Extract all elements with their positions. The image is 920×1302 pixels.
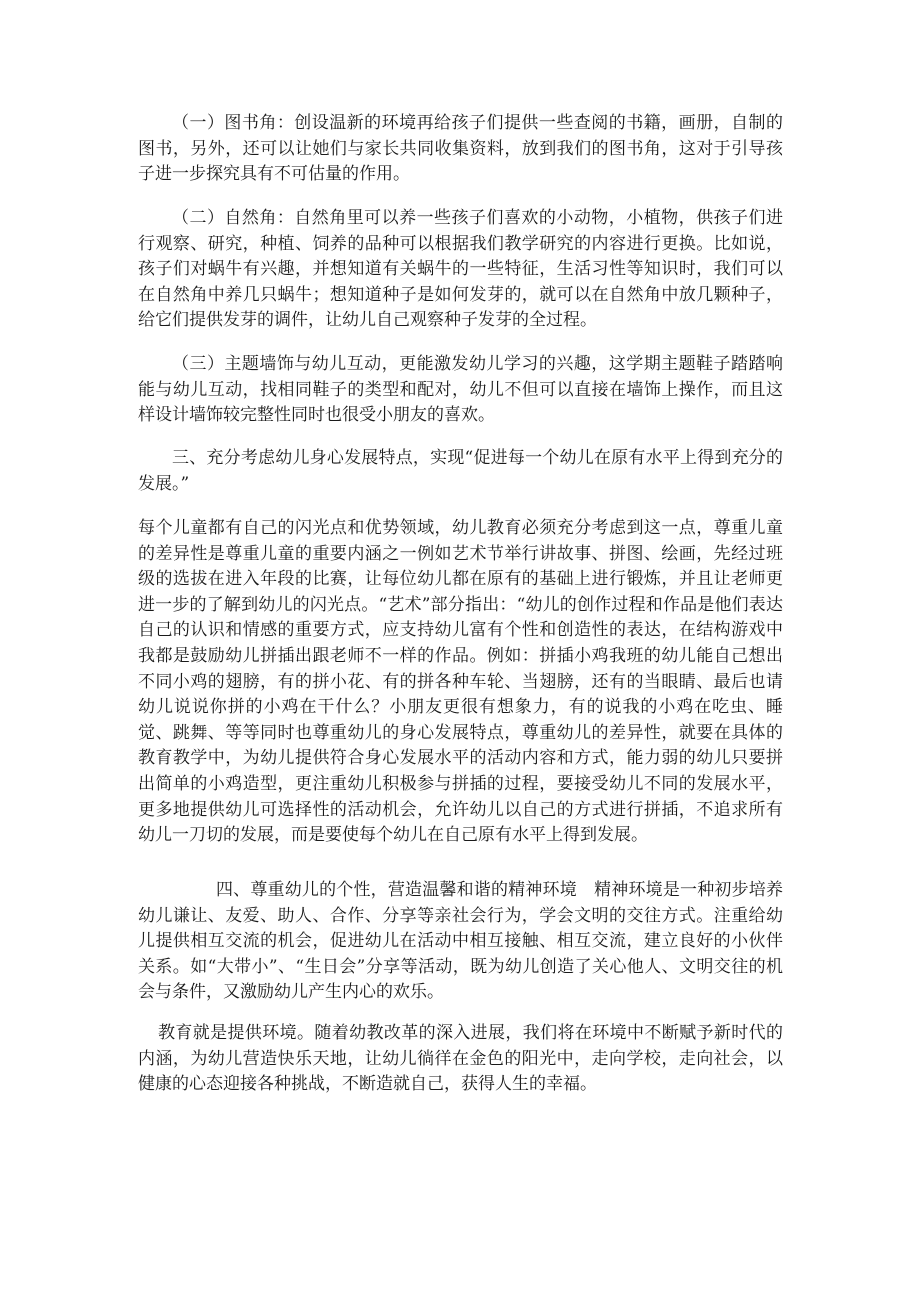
paragraph-section-four: 四、尊重幼儿的个性，营造温馨和谐的精神环境 精神环境是一种初步培养幼儿谦让、友爱、助人、合作、分享等亲社会行为，学会文明的交往方式。注重给幼儿提供相互交流的机会，促进幼儿在活动中相互接触、相互交流，建立良好的小伙伴关系。如“大带小”、“生日会”分享等活动，既为幼儿创造了关心他人、文明交往的机会与条件，又激励幼儿产生内心的欢乐。 bbox=[138, 880, 783, 1003]
paragraph-conclusion: 教育就是提供环境。随着幼教改革的深入进展，我们将在环境中不断赋予新时代的内涵，为幼儿营造快乐天地，让幼儿徜徉在金色的阳光中，走向学校，走向社会，以健康的心态迎接各种挑战，不断造就自己，获得人生的幸福。 bbox=[138, 1023, 783, 1095]
paragraph-nature-corner: （二）自然角：自然角里可以养一些孩子们喜欢的小动物，小植物，供孩子们进行观察、研究，种植、饲养的品种可以根据我们教学研究的内容进行更换。比如说，孩子们对蜗牛有兴趣，并想知道有关蜗牛的一些特征，生活习性等知识时，我们可以在自然角中养几只蜗牛；想知道种子是如何发芽的，就可以在自然角中放几颗种子，给它们提供发芽的调件，让幼儿自己观察种子发芽的全过程。 bbox=[138, 208, 783, 331]
paragraph-section-three-heading: 三、充分考虑幼儿身心发展特点，实现“促进每一个幼儿在原有水平上得到充分的发展。” bbox=[138, 448, 783, 494]
paragraph-theme-wall: （三）主题墙饰与幼儿互动，更能激发幼儿学习的兴趣，这学期主题鞋子踏踏响能与幼儿互动，找相同鞋子的类型和配对，幼儿不但可以直接在墙饰上操作，而且这样设计墙饰较完整性同时也很受小朋友的喜欢。 bbox=[138, 354, 783, 426]
paragraph-individual-differences: 每个儿童都有自己的闪光点和优势领域，幼儿教育必须充分考虑到这一点，尊重儿童的差异性是尊重儿童的重要内涵之一例如艺术节举行讲故事、拼图、绘画，先经过班级的选拔在进入年段的比赛，让每位幼儿都在原有的基础上进行锻炼，并且让老师更进一步的了解到幼儿的闪光点。“艺术”部分指出：“幼儿的创作过程和作品是他们表达自己的认识和情感的重要方式，应支持幼儿富有个性和创造性的表达，在结构游戏中我都是鼓励幼儿拼插出跟老师不一样的作品。例如：拼插小鸡我班的幼儿能自己想出不同小鸡的翅膀，有的拼小花、有的拼各种车轮、当翅膀，还有的当眼睛、最后也请幼儿说说你拼的小鸡在干什么？小朋友更很有想象力，有的说我的小鸡在吃虫、睡觉、跳舞、等等同时也尊重幼儿的身心发展特点，尊重幼儿的差异性，就要在具体的教育教学中，为幼儿提供符合身心发展水平的活动内容和方式，能力弱的幼儿只要拼出简单的小鸡造型，更注重幼儿积极参与拼插的过程，要接受幼儿不同的发展水平，更多地提供幼儿可选择性的活动机会，允许幼儿以自己的方式进行拼插，不追求所有幼儿一刀切的发展，而是要使每个幼儿在自己原有水平上得到发展。 bbox=[138, 518, 783, 846]
paragraph-book-corner: （一）图书角：创设温新的环境再给孩子们提供一些查阅的书籍，画册，自制的图书，另外，还可以让她们与家长共同收集资料，放到我们的图书角，这对于引导孩子进一步探究具有不可估量的作用。 bbox=[138, 113, 783, 185]
